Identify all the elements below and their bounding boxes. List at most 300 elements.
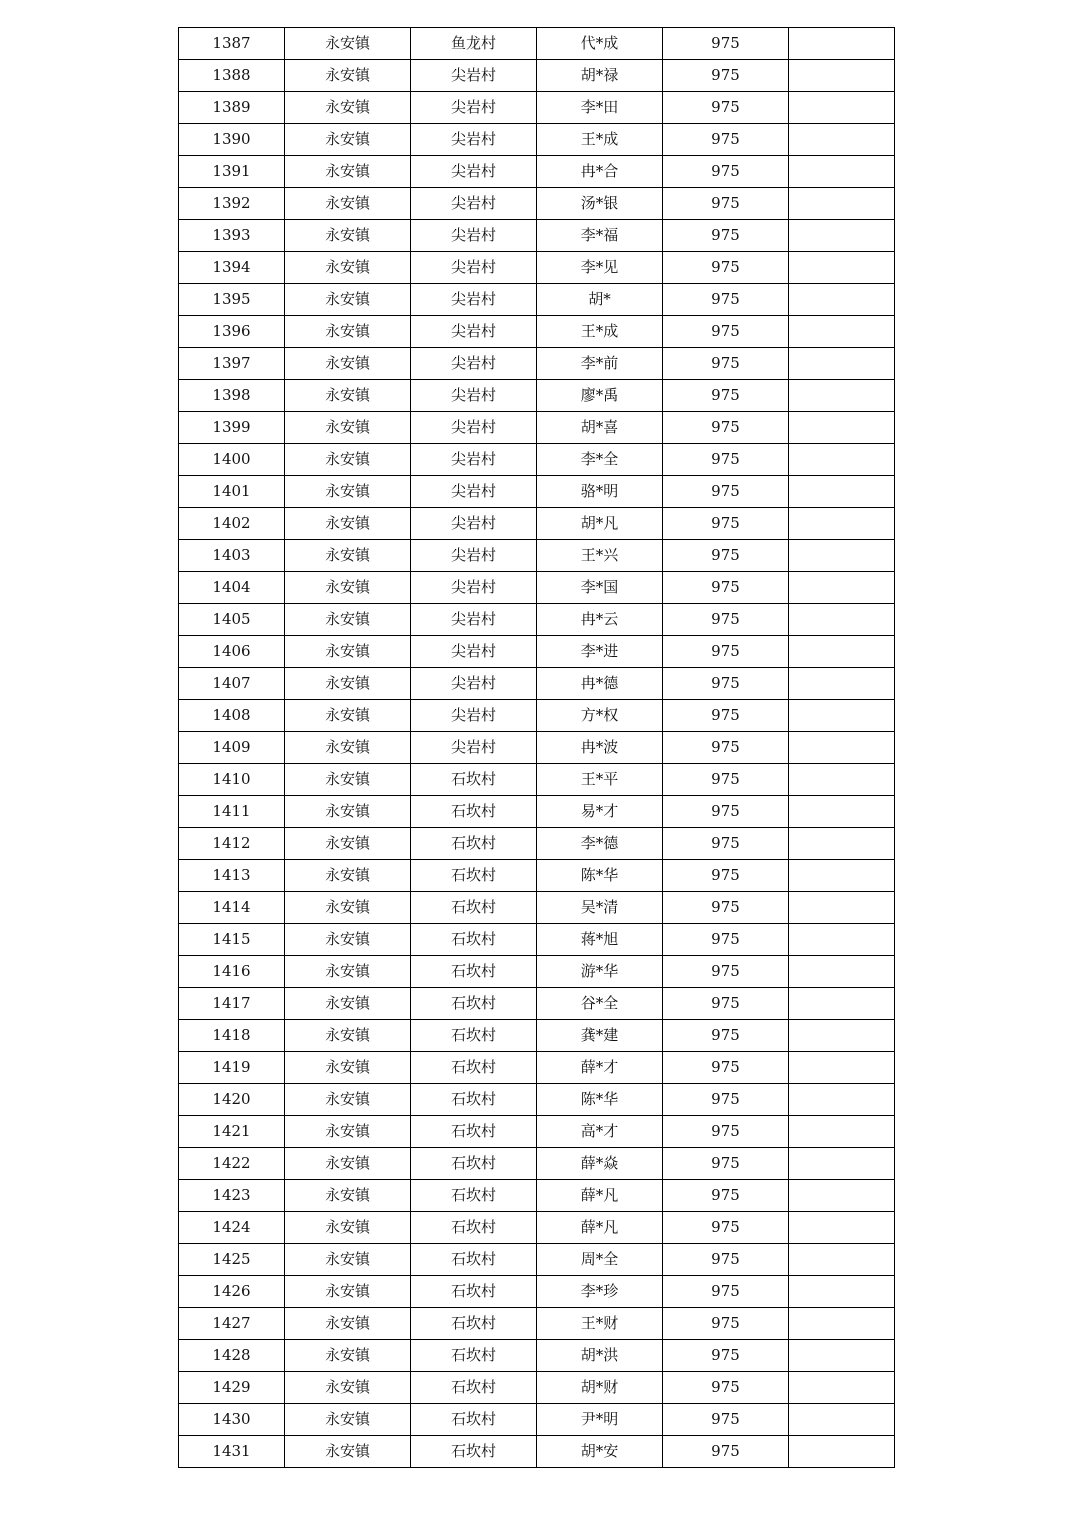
village-cell: 尖岩村 bbox=[411, 316, 537, 348]
remark-cell bbox=[789, 636, 895, 668]
amount-cell: 975 bbox=[663, 1020, 789, 1052]
town-cell: 永安镇 bbox=[285, 764, 411, 796]
town-cell: 永安镇 bbox=[285, 1308, 411, 1340]
remark-cell bbox=[789, 604, 895, 636]
town-cell: 永安镇 bbox=[285, 700, 411, 732]
table-row bbox=[179, 92, 895, 124]
name-cell: 游*华 bbox=[537, 956, 663, 988]
serial-number-cell: 1397 bbox=[179, 348, 285, 380]
serial-number-cell: 1393 bbox=[179, 220, 285, 252]
name-cell: 冉*德 bbox=[537, 668, 663, 700]
serial-number-cell: 1394 bbox=[179, 252, 285, 284]
town-cell: 永安镇 bbox=[285, 860, 411, 892]
serial-number-cell: 1403 bbox=[179, 540, 285, 572]
remark-cell bbox=[789, 700, 895, 732]
table-row bbox=[179, 1372, 895, 1404]
table-row bbox=[179, 252, 895, 284]
town-cell: 永安镇 bbox=[285, 1020, 411, 1052]
amount-cell: 975 bbox=[663, 1084, 789, 1116]
remark-cell bbox=[789, 188, 895, 220]
village-cell: 石坎村 bbox=[411, 1276, 537, 1308]
remark-cell bbox=[789, 924, 895, 956]
amount-cell: 975 bbox=[663, 732, 789, 764]
table-row bbox=[179, 668, 895, 700]
table-row bbox=[179, 476, 895, 508]
amount-cell: 975 bbox=[663, 1180, 789, 1212]
serial-number-cell: 1406 bbox=[179, 636, 285, 668]
village-cell: 石坎村 bbox=[411, 1116, 537, 1148]
village-cell: 石坎村 bbox=[411, 1052, 537, 1084]
name-cell: 谷*全 bbox=[537, 988, 663, 1020]
name-cell: 龚*建 bbox=[537, 1020, 663, 1052]
remark-cell bbox=[789, 284, 895, 316]
town-cell: 永安镇 bbox=[285, 156, 411, 188]
remark-cell bbox=[789, 988, 895, 1020]
village-cell: 石坎村 bbox=[411, 764, 537, 796]
table-row bbox=[179, 700, 895, 732]
serial-number-cell: 1398 bbox=[179, 380, 285, 412]
serial-number-cell: 1410 bbox=[179, 764, 285, 796]
name-cell: 骆*明 bbox=[537, 476, 663, 508]
town-cell: 永安镇 bbox=[285, 892, 411, 924]
table-row bbox=[179, 732, 895, 764]
amount-cell: 975 bbox=[663, 1276, 789, 1308]
table-row bbox=[179, 956, 895, 988]
town-cell: 永安镇 bbox=[285, 1244, 411, 1276]
name-cell: 薛*才 bbox=[537, 1052, 663, 1084]
name-cell: 胡*禄 bbox=[537, 60, 663, 92]
serial-number-cell: 1426 bbox=[179, 1276, 285, 1308]
serial-number-cell: 1416 bbox=[179, 956, 285, 988]
remark-cell bbox=[789, 60, 895, 92]
serial-number-cell: 1405 bbox=[179, 604, 285, 636]
remark-cell bbox=[789, 1148, 895, 1180]
amount-cell: 975 bbox=[663, 508, 789, 540]
village-cell: 石坎村 bbox=[411, 1372, 537, 1404]
table-row bbox=[179, 156, 895, 188]
remark-cell bbox=[789, 1020, 895, 1052]
town-cell: 永安镇 bbox=[285, 476, 411, 508]
name-cell: 冉*合 bbox=[537, 156, 663, 188]
amount-cell: 975 bbox=[663, 540, 789, 572]
village-cell: 尖岩村 bbox=[411, 60, 537, 92]
remark-cell bbox=[789, 220, 895, 252]
name-cell: 王*兴 bbox=[537, 540, 663, 572]
village-cell: 尖岩村 bbox=[411, 636, 537, 668]
village-cell: 石坎村 bbox=[411, 796, 537, 828]
serial-number-cell: 1419 bbox=[179, 1052, 285, 1084]
serial-number-cell: 1412 bbox=[179, 828, 285, 860]
remark-cell bbox=[789, 316, 895, 348]
serial-number-cell: 1420 bbox=[179, 1084, 285, 1116]
amount-cell: 975 bbox=[663, 956, 789, 988]
table-row bbox=[179, 444, 895, 476]
amount-cell: 975 bbox=[663, 1116, 789, 1148]
name-cell: 廖*禹 bbox=[537, 380, 663, 412]
village-cell: 尖岩村 bbox=[411, 444, 537, 476]
table-row bbox=[179, 412, 895, 444]
town-cell: 永安镇 bbox=[285, 828, 411, 860]
remark-cell bbox=[789, 412, 895, 444]
town-cell: 永安镇 bbox=[285, 636, 411, 668]
village-cell: 尖岩村 bbox=[411, 476, 537, 508]
name-cell: 王*成 bbox=[537, 316, 663, 348]
remark-cell bbox=[789, 1340, 895, 1372]
village-cell: 尖岩村 bbox=[411, 92, 537, 124]
town-cell: 永安镇 bbox=[285, 668, 411, 700]
amount-cell: 975 bbox=[663, 1340, 789, 1372]
serial-number-cell: 1389 bbox=[179, 92, 285, 124]
remark-cell bbox=[789, 764, 895, 796]
name-cell: 李*福 bbox=[537, 220, 663, 252]
town-cell: 永安镇 bbox=[285, 508, 411, 540]
town-cell: 永安镇 bbox=[285, 188, 411, 220]
table-row bbox=[179, 1084, 895, 1116]
remark-cell bbox=[789, 476, 895, 508]
serial-number-cell: 1418 bbox=[179, 1020, 285, 1052]
amount-cell: 975 bbox=[663, 1308, 789, 1340]
table-row bbox=[179, 988, 895, 1020]
village-cell: 尖岩村 bbox=[411, 156, 537, 188]
amount-cell: 975 bbox=[663, 188, 789, 220]
table-row bbox=[179, 284, 895, 316]
serial-number-cell: 1430 bbox=[179, 1404, 285, 1436]
table-row bbox=[179, 540, 895, 572]
remark-cell bbox=[789, 348, 895, 380]
remark-cell bbox=[789, 1180, 895, 1212]
village-cell: 鱼龙村 bbox=[411, 28, 537, 60]
amount-cell: 975 bbox=[663, 604, 789, 636]
remark-cell bbox=[789, 124, 895, 156]
amount-cell: 975 bbox=[663, 796, 789, 828]
remark-cell bbox=[789, 380, 895, 412]
village-cell: 石坎村 bbox=[411, 860, 537, 892]
serial-number-cell: 1396 bbox=[179, 316, 285, 348]
remark-cell bbox=[789, 1116, 895, 1148]
name-cell: 王*平 bbox=[537, 764, 663, 796]
name-cell: 冉*云 bbox=[537, 604, 663, 636]
serial-number-cell: 1411 bbox=[179, 796, 285, 828]
serial-number-cell: 1387 bbox=[179, 28, 285, 60]
table-row bbox=[179, 1052, 895, 1084]
village-cell: 尖岩村 bbox=[411, 220, 537, 252]
table-row bbox=[179, 60, 895, 92]
town-cell: 永安镇 bbox=[285, 284, 411, 316]
table-row bbox=[179, 636, 895, 668]
amount-cell: 975 bbox=[663, 60, 789, 92]
village-cell: 尖岩村 bbox=[411, 508, 537, 540]
name-cell: 胡*财 bbox=[537, 1372, 663, 1404]
name-cell: 汤*银 bbox=[537, 188, 663, 220]
town-cell: 永安镇 bbox=[285, 1148, 411, 1180]
name-cell: 王*财 bbox=[537, 1308, 663, 1340]
table-row bbox=[179, 1308, 895, 1340]
remark-cell bbox=[789, 92, 895, 124]
remark-cell bbox=[789, 828, 895, 860]
serial-number-cell: 1424 bbox=[179, 1212, 285, 1244]
amount-cell: 975 bbox=[663, 1212, 789, 1244]
amount-cell: 975 bbox=[663, 316, 789, 348]
serial-number-cell: 1408 bbox=[179, 700, 285, 732]
amount-cell: 975 bbox=[663, 92, 789, 124]
village-cell: 石坎村 bbox=[411, 956, 537, 988]
name-cell: 李*珍 bbox=[537, 1276, 663, 1308]
table-row bbox=[179, 1340, 895, 1372]
name-cell: 李*前 bbox=[537, 348, 663, 380]
town-cell: 永安镇 bbox=[285, 988, 411, 1020]
table-row bbox=[179, 1116, 895, 1148]
serial-number-cell: 1395 bbox=[179, 284, 285, 316]
village-cell: 石坎村 bbox=[411, 1180, 537, 1212]
amount-cell: 975 bbox=[663, 636, 789, 668]
village-cell: 石坎村 bbox=[411, 1436, 537, 1468]
remark-cell bbox=[789, 572, 895, 604]
remark-cell bbox=[789, 860, 895, 892]
village-cell: 石坎村 bbox=[411, 988, 537, 1020]
serial-number-cell: 1388 bbox=[179, 60, 285, 92]
village-cell: 尖岩村 bbox=[411, 604, 537, 636]
village-cell: 石坎村 bbox=[411, 892, 537, 924]
town-cell: 永安镇 bbox=[285, 124, 411, 156]
town-cell: 永安镇 bbox=[285, 92, 411, 124]
amount-cell: 975 bbox=[663, 700, 789, 732]
town-cell: 永安镇 bbox=[285, 604, 411, 636]
serial-number-cell: 1428 bbox=[179, 1340, 285, 1372]
amount-cell: 975 bbox=[663, 1436, 789, 1468]
amount-cell: 975 bbox=[663, 412, 789, 444]
village-cell: 石坎村 bbox=[411, 1308, 537, 1340]
table-row bbox=[179, 604, 895, 636]
table-row bbox=[179, 924, 895, 956]
name-cell: 周*全 bbox=[537, 1244, 663, 1276]
remark-cell bbox=[789, 668, 895, 700]
table-row bbox=[179, 380, 895, 412]
amount-cell: 975 bbox=[663, 988, 789, 1020]
name-cell: 胡*洪 bbox=[537, 1340, 663, 1372]
amount-cell: 975 bbox=[663, 476, 789, 508]
name-cell: 薛*焱 bbox=[537, 1148, 663, 1180]
name-cell: 胡*安 bbox=[537, 1436, 663, 1468]
remark-cell bbox=[789, 1372, 895, 1404]
village-cell: 石坎村 bbox=[411, 924, 537, 956]
amount-cell: 975 bbox=[663, 380, 789, 412]
remark-cell bbox=[789, 1276, 895, 1308]
name-cell: 李*田 bbox=[537, 92, 663, 124]
village-cell: 尖岩村 bbox=[411, 284, 537, 316]
table-row bbox=[179, 188, 895, 220]
serial-number-cell: 1400 bbox=[179, 444, 285, 476]
serial-number-cell: 1401 bbox=[179, 476, 285, 508]
name-cell: 胡* bbox=[537, 284, 663, 316]
amount-cell: 975 bbox=[663, 348, 789, 380]
serial-number-cell: 1402 bbox=[179, 508, 285, 540]
town-cell: 永安镇 bbox=[285, 1276, 411, 1308]
remark-cell bbox=[789, 156, 895, 188]
table-row bbox=[179, 124, 895, 156]
name-cell: 李*国 bbox=[537, 572, 663, 604]
serial-number-cell: 1407 bbox=[179, 668, 285, 700]
town-cell: 永安镇 bbox=[285, 252, 411, 284]
name-cell: 易*才 bbox=[537, 796, 663, 828]
amount-cell: 975 bbox=[663, 1244, 789, 1276]
table-row bbox=[179, 1436, 895, 1468]
name-cell: 胡*喜 bbox=[537, 412, 663, 444]
remark-cell bbox=[789, 28, 895, 60]
name-cell: 高*才 bbox=[537, 1116, 663, 1148]
town-cell: 永安镇 bbox=[285, 412, 411, 444]
village-cell: 石坎村 bbox=[411, 1148, 537, 1180]
name-cell: 蒋*旭 bbox=[537, 924, 663, 956]
serial-number-cell: 1425 bbox=[179, 1244, 285, 1276]
remark-cell bbox=[789, 1084, 895, 1116]
name-cell: 尹*明 bbox=[537, 1404, 663, 1436]
serial-number-cell: 1422 bbox=[179, 1148, 285, 1180]
table-row bbox=[179, 1020, 895, 1052]
serial-number-cell: 1421 bbox=[179, 1116, 285, 1148]
amount-cell: 975 bbox=[663, 1148, 789, 1180]
amount-cell: 975 bbox=[663, 284, 789, 316]
remark-cell bbox=[789, 732, 895, 764]
town-cell: 永安镇 bbox=[285, 1180, 411, 1212]
table-row bbox=[179, 220, 895, 252]
amount-cell: 975 bbox=[663, 156, 789, 188]
amount-cell: 975 bbox=[663, 828, 789, 860]
town-cell: 永安镇 bbox=[285, 732, 411, 764]
village-cell: 石坎村 bbox=[411, 1340, 537, 1372]
table-row bbox=[179, 1244, 895, 1276]
village-cell: 石坎村 bbox=[411, 828, 537, 860]
village-cell: 尖岩村 bbox=[411, 252, 537, 284]
name-cell: 代*成 bbox=[537, 28, 663, 60]
roster-table-body bbox=[179, 28, 895, 1468]
town-cell: 永安镇 bbox=[285, 1052, 411, 1084]
amount-cell: 975 bbox=[663, 924, 789, 956]
amount-cell: 975 bbox=[663, 764, 789, 796]
serial-number-cell: 1427 bbox=[179, 1308, 285, 1340]
remark-cell bbox=[789, 1404, 895, 1436]
town-cell: 永安镇 bbox=[285, 924, 411, 956]
town-cell: 永安镇 bbox=[285, 60, 411, 92]
village-cell: 尖岩村 bbox=[411, 124, 537, 156]
remark-cell bbox=[789, 1052, 895, 1084]
amount-cell: 975 bbox=[663, 444, 789, 476]
town-cell: 永安镇 bbox=[285, 1404, 411, 1436]
village-cell: 尖岩村 bbox=[411, 348, 537, 380]
table-row bbox=[179, 828, 895, 860]
town-cell: 永安镇 bbox=[285, 1372, 411, 1404]
village-cell: 尖岩村 bbox=[411, 188, 537, 220]
name-cell: 李*见 bbox=[537, 252, 663, 284]
town-cell: 永安镇 bbox=[285, 444, 411, 476]
town-cell: 永安镇 bbox=[285, 1436, 411, 1468]
table-row bbox=[179, 764, 895, 796]
amount-cell: 975 bbox=[663, 668, 789, 700]
amount-cell: 975 bbox=[663, 124, 789, 156]
village-cell: 石坎村 bbox=[411, 1020, 537, 1052]
amount-cell: 975 bbox=[663, 252, 789, 284]
table-row bbox=[179, 1180, 895, 1212]
village-cell: 尖岩村 bbox=[411, 412, 537, 444]
town-cell: 永安镇 bbox=[285, 1116, 411, 1148]
town-cell: 永安镇 bbox=[285, 1212, 411, 1244]
village-cell: 尖岩村 bbox=[411, 540, 537, 572]
remark-cell bbox=[789, 540, 895, 572]
remark-cell bbox=[789, 252, 895, 284]
name-cell: 李*德 bbox=[537, 828, 663, 860]
remark-cell bbox=[789, 444, 895, 476]
table-row bbox=[179, 860, 895, 892]
table-row bbox=[179, 1148, 895, 1180]
serial-number-cell: 1429 bbox=[179, 1372, 285, 1404]
village-cell: 尖岩村 bbox=[411, 380, 537, 412]
village-cell: 石坎村 bbox=[411, 1404, 537, 1436]
name-cell: 李*进 bbox=[537, 636, 663, 668]
name-cell: 李*全 bbox=[537, 444, 663, 476]
serial-number-cell: 1391 bbox=[179, 156, 285, 188]
serial-number-cell: 1415 bbox=[179, 924, 285, 956]
table-row bbox=[179, 572, 895, 604]
table-row bbox=[179, 28, 895, 60]
table-row bbox=[179, 508, 895, 540]
name-cell: 冉*波 bbox=[537, 732, 663, 764]
town-cell: 永安镇 bbox=[285, 316, 411, 348]
serial-number-cell: 1413 bbox=[179, 860, 285, 892]
remark-cell bbox=[789, 796, 895, 828]
roster-table bbox=[178, 27, 895, 1468]
town-cell: 永安镇 bbox=[285, 572, 411, 604]
town-cell: 永安镇 bbox=[285, 380, 411, 412]
remark-cell bbox=[789, 1244, 895, 1276]
serial-number-cell: 1392 bbox=[179, 188, 285, 220]
town-cell: 永安镇 bbox=[285, 28, 411, 60]
name-cell: 陈*华 bbox=[537, 860, 663, 892]
roster-table-container bbox=[178, 27, 895, 1468]
amount-cell: 975 bbox=[663, 1052, 789, 1084]
town-cell: 永安镇 bbox=[285, 220, 411, 252]
name-cell: 薛*凡 bbox=[537, 1180, 663, 1212]
table-row bbox=[179, 348, 895, 380]
remark-cell bbox=[789, 1308, 895, 1340]
serial-number-cell: 1390 bbox=[179, 124, 285, 156]
remark-cell bbox=[789, 1436, 895, 1468]
town-cell: 永安镇 bbox=[285, 540, 411, 572]
village-cell: 尖岩村 bbox=[411, 732, 537, 764]
village-cell: 石坎村 bbox=[411, 1084, 537, 1116]
serial-number-cell: 1417 bbox=[179, 988, 285, 1020]
amount-cell: 975 bbox=[663, 572, 789, 604]
name-cell: 胡*凡 bbox=[537, 508, 663, 540]
amount-cell: 975 bbox=[663, 28, 789, 60]
table-row bbox=[179, 1404, 895, 1436]
table-row bbox=[179, 892, 895, 924]
table-row bbox=[179, 796, 895, 828]
town-cell: 永安镇 bbox=[285, 956, 411, 988]
town-cell: 永安镇 bbox=[285, 1340, 411, 1372]
serial-number-cell: 1423 bbox=[179, 1180, 285, 1212]
village-cell: 石坎村 bbox=[411, 1244, 537, 1276]
town-cell: 永安镇 bbox=[285, 348, 411, 380]
serial-number-cell: 1414 bbox=[179, 892, 285, 924]
name-cell: 王*成 bbox=[537, 124, 663, 156]
village-cell: 石坎村 bbox=[411, 1212, 537, 1244]
village-cell: 尖岩村 bbox=[411, 668, 537, 700]
remark-cell bbox=[789, 956, 895, 988]
serial-number-cell: 1399 bbox=[179, 412, 285, 444]
town-cell: 永安镇 bbox=[285, 796, 411, 828]
table-row bbox=[179, 1212, 895, 1244]
amount-cell: 975 bbox=[663, 892, 789, 924]
remark-cell bbox=[789, 892, 895, 924]
